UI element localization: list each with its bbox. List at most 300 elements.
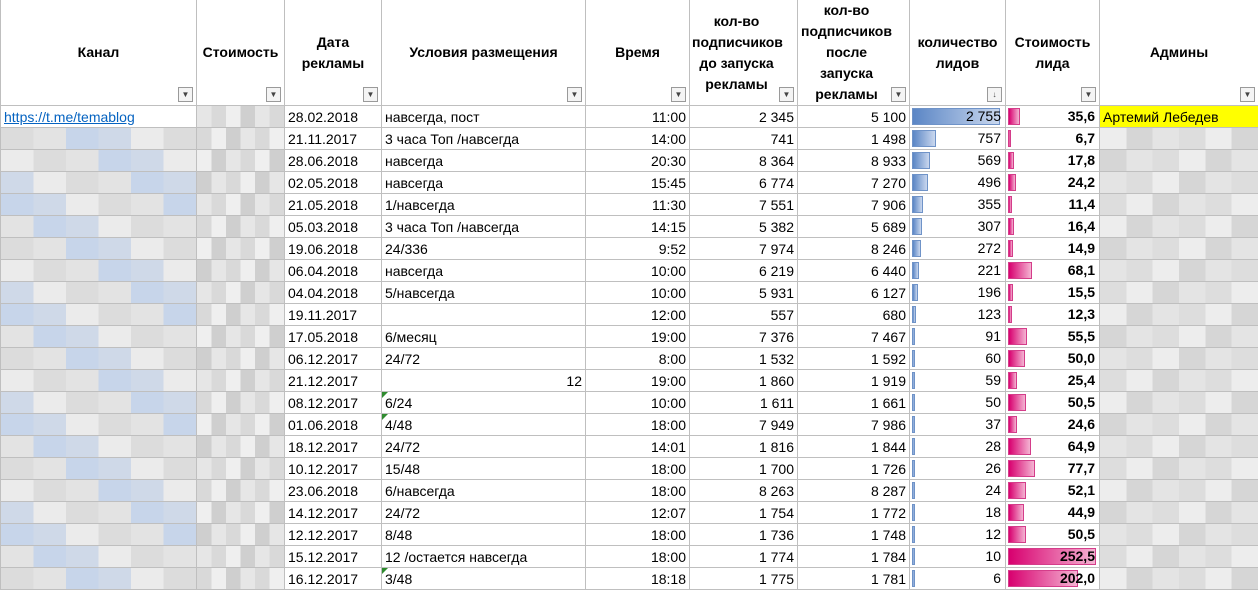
table-row[interactable] [1, 502, 1258, 524]
redacted-channel [1, 480, 196, 501]
cell-date[interactable]: 16.12.2017 [285, 568, 382, 590]
table-row[interactable] [1, 480, 1258, 502]
table-row[interactable] [1, 326, 1258, 348]
cell-time[interactable]: 9:52 [586, 238, 690, 260]
cell-subs-before[interactable]: 7 949 [690, 414, 798, 436]
cell-channel[interactable] [1, 480, 197, 502]
table-body [1, 106, 1258, 590]
cell-channel[interactable] [1, 436, 197, 458]
cell-subs-before[interactable]: 1 775 [690, 568, 798, 590]
cell-date[interactable]: 04.04.2018 [285, 282, 382, 304]
table-row[interactable] [1, 348, 1258, 370]
cell-subs-before[interactable]: 7 376 [690, 326, 798, 348]
cell-lead-cost[interactable] [1006, 480, 1100, 502]
cell-conditions[interactable]: 24/72 [382, 436, 586, 458]
cell-channel[interactable] [1, 172, 197, 194]
cell-subs-before[interactable]: 1 532 [690, 348, 798, 370]
cell-conditions[interactable]: 1/навсегда [382, 194, 586, 216]
cell-admin[interactable] [1100, 524, 1258, 546]
cell-subs-before[interactable]: 7 551 [690, 194, 798, 216]
cell-subs-after[interactable]: 1 919 [798, 370, 910, 392]
leads-bar-fill [912, 152, 930, 169]
leads-value: 18 [985, 502, 1001, 523]
cell-lead-cost[interactable] [1006, 172, 1100, 194]
cell-subs-after[interactable]: 1 784 [798, 546, 910, 568]
cell-subs-after[interactable]: 1 498 [798, 128, 910, 150]
cell-date[interactable]: 05.03.2018 [285, 216, 382, 238]
redacted-channel [1, 216, 196, 237]
cell-time[interactable]: 12:07 [586, 502, 690, 524]
cell-subs-before[interactable]: 6 774 [690, 172, 798, 194]
cell-subs-before[interactable]: 741 [690, 128, 798, 150]
cell-leads[interactable] [910, 304, 1006, 326]
cell-channel[interactable] [1, 150, 197, 172]
table-row[interactable] [1, 414, 1258, 436]
cell-leads[interactable] [910, 502, 1006, 524]
cell-leads[interactable] [910, 326, 1006, 348]
lead-cost-databar [1006, 436, 1099, 457]
cell-subs-after[interactable]: 680 [798, 304, 910, 326]
leads-databar [910, 216, 1005, 237]
redacted-cost [197, 502, 284, 523]
cell-admin[interactable] [1100, 546, 1258, 568]
cell-channel[interactable] [1, 502, 197, 524]
leads-value: 2 755 [966, 106, 1001, 127]
table-row[interactable] [1, 304, 1258, 326]
cell-date[interactable]: 19.06.2018 [285, 238, 382, 260]
cell-channel[interactable] [1, 260, 197, 282]
lead-cost-bar-fill [1008, 372, 1017, 389]
cell-date[interactable]: 15.12.2017 [285, 546, 382, 568]
cell-lead-cost[interactable] [1006, 194, 1100, 216]
filter-dropdown-icon[interactable]: ▼ [891, 87, 906, 102]
cell-leads[interactable] [910, 480, 1006, 502]
cell-date[interactable]: 08.12.2017 [285, 392, 382, 414]
cell-conditions[interactable]: навсегда, пост [382, 106, 586, 128]
table-row[interactable] [1, 524, 1258, 546]
filter-dropdown-icon[interactable]: ▼ [671, 87, 686, 102]
cell-channel[interactable] [1, 568, 197, 590]
cell-channel[interactable] [1, 304, 197, 326]
cell-time[interactable]: 19:00 [586, 370, 690, 392]
table-row[interactable] [1, 546, 1258, 568]
cell-channel[interactable] [1, 458, 197, 480]
table-row[interactable] [1, 260, 1258, 282]
cell-leads[interactable] [910, 568, 1006, 590]
cell-time[interactable]: 10:00 [586, 260, 690, 282]
filter-dropdown-icon[interactable]: ▼ [1240, 87, 1255, 102]
redacted-cost [197, 150, 284, 171]
cell-time[interactable]: 10:00 [586, 282, 690, 304]
cell-subs-after[interactable]: 5 689 [798, 216, 910, 238]
cell-admin[interactable] [1100, 458, 1258, 480]
cell-lead-cost[interactable] [1006, 282, 1100, 304]
redacted-admin [1100, 150, 1258, 171]
cell-conditions[interactable]: 5/навсегда [382, 282, 586, 304]
cell-time[interactable]: 18:18 [586, 568, 690, 590]
cell-conditions[interactable]: 24/72 [382, 348, 586, 370]
cell-conditions[interactable]: 3/48 [382, 568, 586, 590]
redacted-channel [1, 568, 196, 589]
cell-conditions[interactable]: 6/24 [382, 392, 586, 414]
cell-conditions[interactable]: навсегда [382, 150, 586, 172]
cell-subs-before[interactable]: 5 382 [690, 216, 798, 238]
cell-lead-cost[interactable] [1006, 392, 1100, 414]
cell-subs-after[interactable]: 1 748 [798, 524, 910, 546]
cell-admin[interactable] [1100, 282, 1258, 304]
leads-bar-fill [912, 526, 915, 543]
cell-time[interactable]: 14:01 [586, 436, 690, 458]
cell-date[interactable]: 19.11.2017 [285, 304, 382, 326]
cell-cost[interactable] [197, 392, 285, 414]
cell-channel[interactable] [1, 348, 197, 370]
lead-cost-bar-fill [1008, 130, 1011, 147]
cell-leads[interactable] [910, 238, 1006, 260]
cell-leads[interactable] [910, 348, 1006, 370]
cell-subs-after[interactable]: 7 467 [798, 326, 910, 348]
leads-databar [910, 568, 1005, 589]
redacted-cost [197, 260, 284, 281]
cell-date[interactable]: 28.02.2018 [285, 106, 382, 128]
table-row[interactable] [1, 282, 1258, 304]
redacted-cost [197, 458, 284, 479]
redacted-channel [1, 304, 196, 325]
cell-subs-before[interactable]: 7 974 [690, 238, 798, 260]
cell-time[interactable]: 18:00 [586, 546, 690, 568]
cell-subs-after[interactable]: 8 287 [798, 480, 910, 502]
cell-subs-after[interactable]: 8 933 [798, 150, 910, 172]
redacted-admin [1100, 370, 1258, 391]
cell-subs-after[interactable]: 1 592 [798, 348, 910, 370]
cell-time[interactable]: 11:30 [586, 194, 690, 216]
redacted-cost [197, 392, 284, 413]
redacted-admin [1100, 194, 1258, 215]
cell-subs-before[interactable]: 2 345 [690, 106, 798, 128]
cell-lead-cost[interactable] [1006, 326, 1100, 348]
cell-admin[interactable] [1100, 392, 1258, 414]
cell-subs-after[interactable]: 1 781 [798, 568, 910, 590]
channel-link[interactable]: https://t.me/temablog [4, 109, 135, 125]
cell-conditions[interactable]: 4/48 [382, 414, 586, 436]
cell-leads[interactable] [910, 216, 1006, 238]
lead-cost-databar [1006, 106, 1099, 127]
cell-date[interactable]: 21.05.2018 [285, 194, 382, 216]
cell-admin[interactable] [1100, 568, 1258, 590]
sort-filter-icon[interactable]: ↓ [987, 87, 1002, 102]
cell-subs-before[interactable]: 1 754 [690, 502, 798, 524]
table-row[interactable] [1, 568, 1258, 590]
cell-leads[interactable] [910, 106, 1006, 128]
cell-conditions[interactable]: 24/72 [382, 502, 586, 524]
cell-time[interactable]: 15:45 [586, 172, 690, 194]
leads-bar-fill [912, 504, 915, 521]
leads-databar [910, 282, 1005, 303]
cell-channel[interactable] [1, 194, 197, 216]
cell-cost[interactable] [197, 106, 285, 128]
cell-time[interactable]: 12:00 [586, 304, 690, 326]
cell-leads[interactable] [910, 436, 1006, 458]
cell-conditions[interactable]: 3 часа Топ /навсегда [382, 216, 586, 238]
cell-lead-cost[interactable] [1006, 414, 1100, 436]
cell-admin[interactable] [1100, 128, 1258, 150]
cell-time[interactable]: 18:00 [586, 524, 690, 546]
cell-lead-cost[interactable] [1006, 260, 1100, 282]
cell-cost[interactable] [197, 304, 285, 326]
cell-subs-after[interactable]: 8 246 [798, 238, 910, 260]
table-row[interactable] [1, 392, 1258, 414]
table-row[interactable] [1, 194, 1258, 216]
cell-time[interactable]: 14:15 [586, 216, 690, 238]
cell-cost[interactable] [197, 238, 285, 260]
cell-subs-before[interactable]: 5 931 [690, 282, 798, 304]
filter-dropdown-icon[interactable]: ▼ [1081, 87, 1096, 102]
cell-date[interactable]: 28.06.2018 [285, 150, 382, 172]
cell-date[interactable]: 21.11.2017 [285, 128, 382, 150]
cell-lead-cost[interactable] [1006, 568, 1100, 590]
cell-cost[interactable] [197, 172, 285, 194]
cell-cost[interactable] [197, 128, 285, 150]
cell-leads[interactable] [910, 414, 1006, 436]
cell-channel[interactable] [1, 546, 197, 568]
filter-dropdown-icon[interactable]: ▼ [178, 87, 193, 102]
table-row[interactable] [1, 150, 1258, 172]
cell-admin[interactable] [1100, 436, 1258, 458]
cell-conditions[interactable] [382, 304, 586, 326]
cell-admin[interactable] [1100, 502, 1258, 524]
leads-databar [910, 348, 1005, 369]
cell-conditions[interactable]: 15/48 [382, 458, 586, 480]
cell-leads[interactable] [910, 458, 1006, 480]
redacted-admin [1100, 216, 1258, 237]
cell-cost[interactable] [197, 216, 285, 238]
cell-date[interactable]: 23.06.2018 [285, 480, 382, 502]
cell-conditions[interactable]: 24/336 [382, 238, 586, 260]
cell-admin[interactable] [1100, 172, 1258, 194]
cell-lead-cost[interactable] [1006, 502, 1100, 524]
cell-cost[interactable] [197, 150, 285, 172]
cell-admin[interactable] [1100, 260, 1258, 282]
leads-bar-fill [912, 372, 915, 389]
cell-time[interactable]: 18:00 [586, 458, 690, 480]
cell-admin[interactable] [1100, 326, 1258, 348]
cell-lead-cost[interactable] [1006, 524, 1100, 546]
lead-cost-value: 44,9 [1068, 502, 1095, 523]
cell-lead-cost[interactable] [1006, 546, 1100, 568]
cell-conditions[interactable]: 3 часа Топ /навсегда [382, 128, 586, 150]
cell-channel[interactable] [1, 370, 197, 392]
cell-subs-before[interactable]: 8 364 [690, 150, 798, 172]
table-row[interactable] [1, 216, 1258, 238]
lead-cost-value: 11,4 [1069, 194, 1095, 215]
cell-subs-after[interactable]: 7 986 [798, 414, 910, 436]
leads-value: 569 [978, 150, 1001, 171]
cell-lead-cost[interactable] [1006, 150, 1100, 172]
cell-conditions[interactable]: 12 [382, 370, 586, 392]
lead-cost-databar [1006, 128, 1099, 149]
cell-conditions[interactable]: навсегда [382, 172, 586, 194]
cell-date[interactable]: 10.12.2017 [285, 458, 382, 480]
redacted-channel [1, 194, 196, 215]
cell-time[interactable]: 8:00 [586, 348, 690, 370]
cell-time[interactable]: 11:00 [586, 106, 690, 128]
cell-channel[interactable] [1, 128, 197, 150]
cell-subs-after[interactable]: 1 844 [798, 436, 910, 458]
cell-admin[interactable] [1100, 150, 1258, 172]
cell-cost[interactable] [197, 260, 285, 282]
leads-value: 496 [978, 172, 1001, 193]
cell-date[interactable]: 01.06.2018 [285, 414, 382, 436]
cell-channel[interactable] [1, 106, 197, 128]
cell-lead-cost[interactable] [1006, 458, 1100, 480]
cell-time[interactable]: 10:00 [586, 392, 690, 414]
cell-date[interactable]: 21.12.2017 [285, 370, 382, 392]
cell-admin[interactable] [1100, 414, 1258, 436]
cell-lead-cost[interactable] [1006, 128, 1100, 150]
header-label: кол-во подписчиков до запуска рекламы [692, 11, 795, 95]
cell-admin[interactable] [1100, 304, 1258, 326]
cell-channel[interactable] [1, 326, 197, 348]
cell-channel[interactable] [1, 524, 197, 546]
cell-channel[interactable] [1, 238, 197, 260]
cell-date[interactable]: 18.12.2017 [285, 436, 382, 458]
header-admins [1100, 0, 1258, 106]
cell-subs-after[interactable]: 6 127 [798, 282, 910, 304]
redacted-cost [197, 414, 284, 435]
cell-subs-before[interactable]: 6 219 [690, 260, 798, 282]
cell-subs-before[interactable]: 1 611 [690, 392, 798, 414]
cell-subs-after[interactable]: 1 661 [798, 392, 910, 414]
cell-leads[interactable] [910, 128, 1006, 150]
cell-leads[interactable] [910, 282, 1006, 304]
header-time [586, 0, 690, 106]
cell-admin[interactable] [1100, 480, 1258, 502]
filter-dropdown-icon[interactable]: ▼ [266, 87, 281, 102]
cell-leads[interactable] [910, 260, 1006, 282]
cell-leads[interactable] [910, 172, 1006, 194]
cell-subs-after[interactable]: 1 726 [798, 458, 910, 480]
cell-lead-cost[interactable] [1006, 370, 1100, 392]
cell-subs-after[interactable]: 7 906 [798, 194, 910, 216]
table-row[interactable] [1, 370, 1258, 392]
cell-cost[interactable] [197, 348, 285, 370]
cell-leads[interactable] [910, 194, 1006, 216]
cell-cost[interactable] [197, 546, 285, 568]
cell-conditions[interactable]: 8/48 [382, 524, 586, 546]
table-row[interactable] [1, 106, 1258, 128]
cell-subs-before[interactable]: 1 860 [690, 370, 798, 392]
redacted-cost [197, 436, 284, 457]
cell-leads[interactable] [910, 392, 1006, 414]
cell-subs-before[interactable]: 1 774 [690, 546, 798, 568]
cell-conditions[interactable]: навсегда [382, 260, 586, 282]
cell-leads[interactable] [910, 370, 1006, 392]
cell-conditions[interactable]: 12 /остается навсегда [382, 546, 586, 568]
leads-bar-fill [912, 284, 918, 301]
cell-subs-after[interactable]: 7 270 [798, 172, 910, 194]
cell-cost[interactable] [197, 414, 285, 436]
cell-cost[interactable] [197, 194, 285, 216]
cell-admin[interactable] [1100, 370, 1258, 392]
table-row[interactable] [1, 128, 1258, 150]
cell-date[interactable]: 06.12.2017 [285, 348, 382, 370]
redacted-cost [197, 304, 284, 325]
cell-cost[interactable] [197, 436, 285, 458]
cell-leads[interactable] [910, 524, 1006, 546]
cell-cost[interactable] [197, 480, 285, 502]
cell-lead-cost[interactable] [1006, 106, 1100, 128]
table-row[interactable] [1, 436, 1258, 458]
cell-channel[interactable] [1, 392, 197, 414]
cell-cost[interactable] [197, 282, 285, 304]
cell-lead-cost[interactable] [1006, 348, 1100, 370]
cell-cost[interactable] [197, 568, 285, 590]
leads-bar-fill [912, 460, 915, 477]
cell-cost[interactable] [197, 370, 285, 392]
cell-subs-before[interactable]: 8 263 [690, 480, 798, 502]
cell-conditions[interactable]: 6/месяц [382, 326, 586, 348]
cell-channel[interactable] [1, 414, 197, 436]
filter-dropdown-icon[interactable]: ▼ [363, 87, 378, 102]
cell-admin[interactable] [1100, 106, 1258, 128]
header-label: Канал [78, 44, 120, 60]
filter-dropdown-icon[interactable]: ▼ [567, 87, 582, 102]
cell-subs-after[interactable]: 6 440 [798, 260, 910, 282]
cell-subs-after[interactable]: 5 100 [798, 106, 910, 128]
cell-leads[interactable] [910, 546, 1006, 568]
cell-cost[interactable] [197, 326, 285, 348]
cell-time[interactable]: 18:00 [586, 480, 690, 502]
cell-subs-after[interactable]: 1 772 [798, 502, 910, 524]
cell-admin[interactable] [1100, 216, 1258, 238]
filter-dropdown-icon[interactable]: ▼ [779, 87, 794, 102]
cell-cost[interactable] [197, 502, 285, 524]
cell-date[interactable]: 14.12.2017 [285, 502, 382, 524]
cell-time[interactable]: 20:30 [586, 150, 690, 172]
cell-date[interactable]: 06.04.2018 [285, 260, 382, 282]
cell-lead-cost[interactable] [1006, 436, 1100, 458]
redacted-cost [197, 370, 284, 391]
cell-lead-cost[interactable] [1006, 304, 1100, 326]
cell-admin[interactable] [1100, 194, 1258, 216]
cell-leads[interactable] [910, 150, 1006, 172]
cell-date[interactable]: 17.05.2018 [285, 326, 382, 348]
cell-lead-cost[interactable] [1006, 216, 1100, 238]
cell-channel[interactable] [1, 216, 197, 238]
table-row[interactable] [1, 458, 1258, 480]
cell-subs-before[interactable]: 557 [690, 304, 798, 326]
cell-lead-cost[interactable] [1006, 238, 1100, 260]
cell-admin[interactable] [1100, 348, 1258, 370]
cell-date[interactable]: 02.05.2018 [285, 172, 382, 194]
cell-time[interactable]: 14:00 [586, 128, 690, 150]
cell-admin[interactable] [1100, 238, 1258, 260]
cell-channel[interactable] [1, 282, 197, 304]
cell-conditions[interactable]: 6/навсегда [382, 480, 586, 502]
cell-subs-before[interactable]: 1 700 [690, 458, 798, 480]
cell-subs-before[interactable]: 1 816 [690, 436, 798, 458]
cell-time[interactable]: 18:00 [586, 414, 690, 436]
cell-date[interactable]: 12.12.2017 [285, 524, 382, 546]
lead-cost-bar-fill [1008, 152, 1014, 169]
cell-cost[interactable] [197, 458, 285, 480]
cell-cost[interactable] [197, 524, 285, 546]
table-row[interactable] [1, 238, 1258, 260]
table-row[interactable] [1, 172, 1258, 194]
header-subs-before [690, 0, 798, 106]
cell-subs-before[interactable]: 1 736 [690, 524, 798, 546]
cell-time[interactable]: 19:00 [586, 326, 690, 348]
lead-cost-value: 202,0 [1060, 568, 1095, 589]
